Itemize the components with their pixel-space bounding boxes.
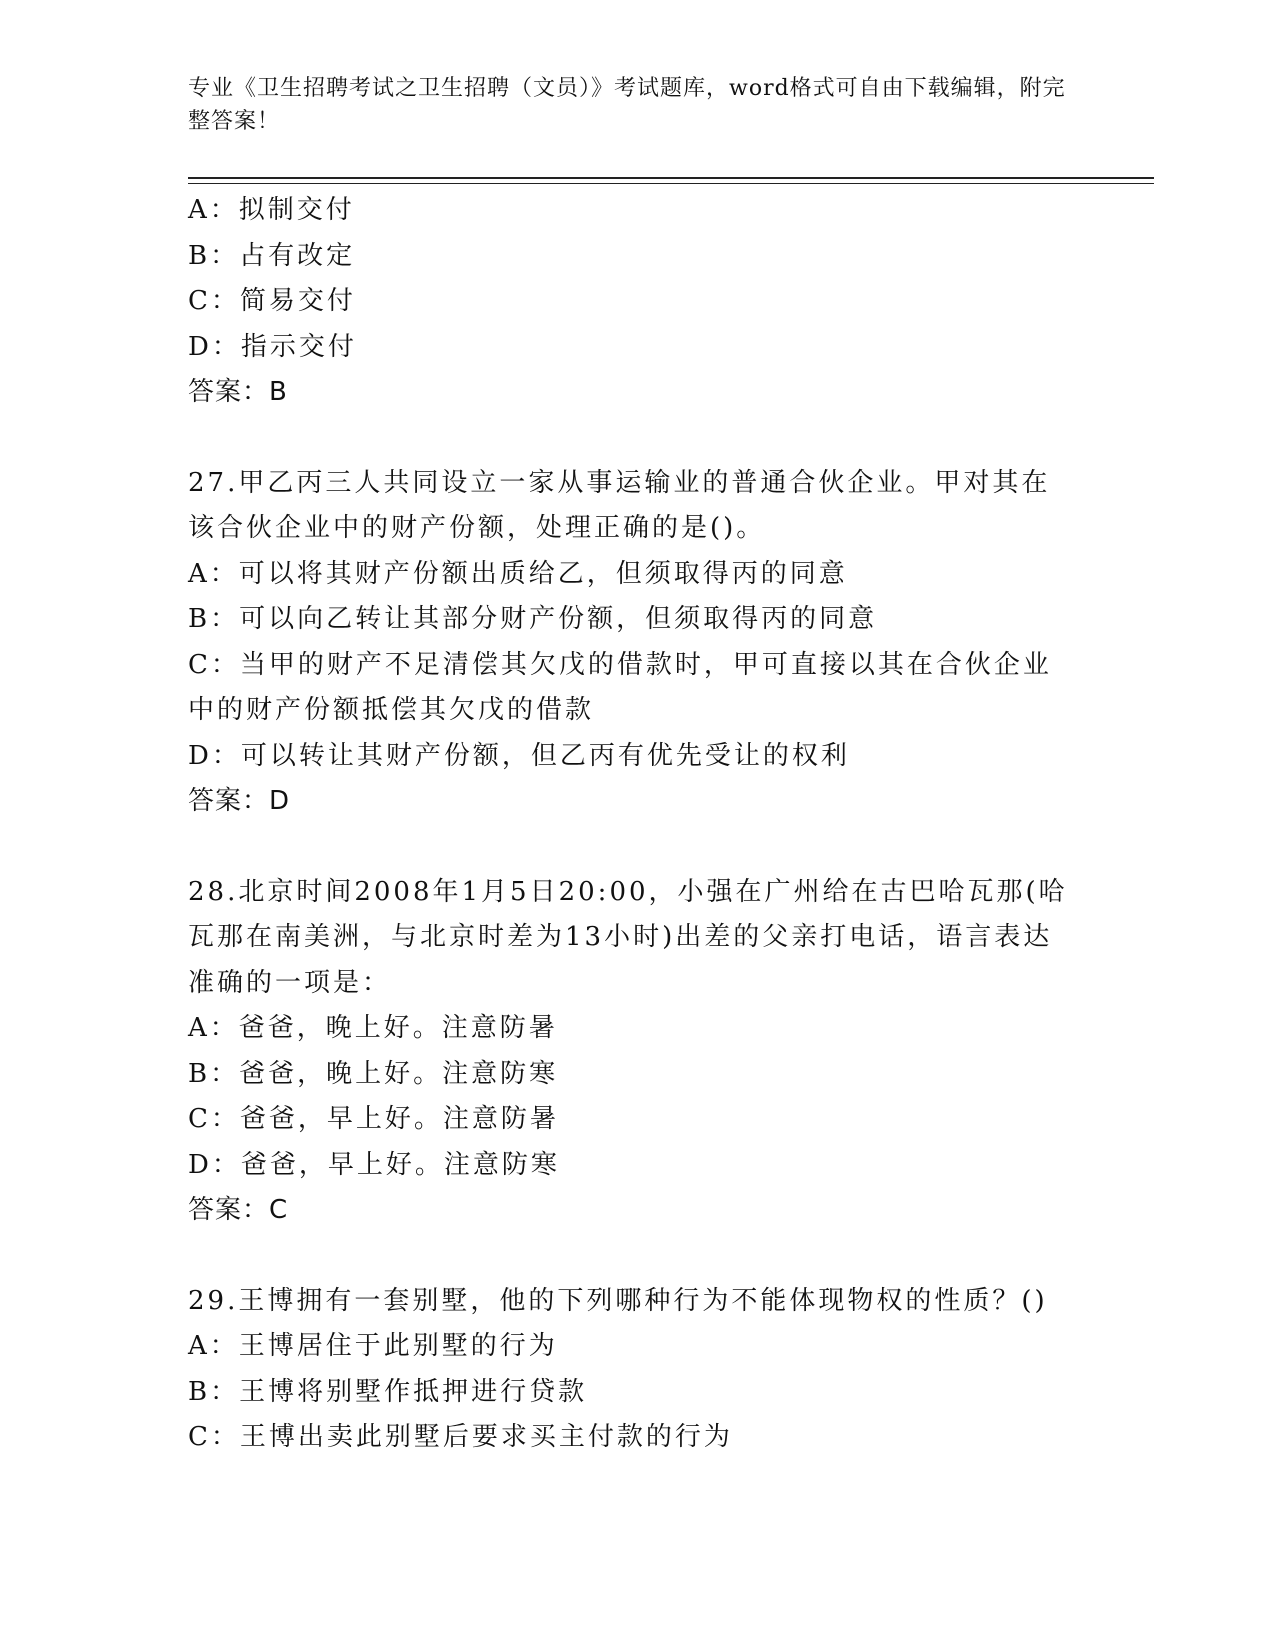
spacer xyxy=(188,1234,1068,1279)
question-list xyxy=(188,188,1068,1461)
question-28 xyxy=(188,870,1068,1234)
option-b: B：王博将别墅作抵押进行贷款 xyxy=(188,1376,588,1407)
option-b: B：占有改定 xyxy=(188,240,356,271)
option-d: D：爸爸，早上好。注意防寒 xyxy=(188,1149,560,1180)
option-c: C：王博出卖此别墅后要求买主付款的行为 xyxy=(188,1422,733,1452)
option-c: C：简易交付 xyxy=(188,286,356,316)
question-stem: 27.甲乙丙三人共同设立一家从事运输业的普通合伙企业。甲对其在该合伙企业中的财产份额，处理正确的是()。 xyxy=(188,467,1051,543)
question-27 xyxy=(188,461,1068,825)
option-d: D：指示交付 xyxy=(188,331,357,362)
question-29 xyxy=(188,1279,1068,1461)
option-c: C：当甲的财产不足清偿其欠戊的借款时，甲可直接以其在合伙企业中的财产份额抵偿其欠戊的借款 xyxy=(188,649,1052,725)
answer: 答案：D xyxy=(188,786,291,816)
page-header: 专业《卫生招聘考试之卫生招聘（文员）》考试题库，word格式可自由下载编辑，附完整答案！ xyxy=(188,76,1066,134)
header-divider-thin xyxy=(188,183,1154,184)
question-stem: 29.王博拥有一套别墅，他的下列哪种行为不能体现物权的性质？() xyxy=(188,1285,1048,1316)
spacer xyxy=(188,825,1068,870)
option-c: C：爸爸，早上好。注意防暑 xyxy=(188,1104,559,1134)
answer: 答案：C xyxy=(188,1195,289,1225)
answer: 答案：B xyxy=(188,377,288,407)
question-stem: 28.北京时间2008年1月5日20:00，小强在广州给在古巴哈瓦那(哈瓦那在南美洲，与北京时差为13小时)出差的父亲打电话，语言表达准确的一项是： xyxy=(188,876,1068,998)
option-a: A：可以将其财产份额出质给乙，但须取得丙的同意 xyxy=(188,558,848,589)
question-26 xyxy=(188,188,1068,416)
header-divider-thick xyxy=(188,177,1154,179)
option-b: B：爸爸，晚上好。注意防寒 xyxy=(188,1058,559,1089)
option-a: A：爸爸，晚上好。注意防暑 xyxy=(188,1013,558,1043)
option-a: A：拟制交付 xyxy=(188,195,355,225)
spacer xyxy=(188,416,1068,461)
option-d: D：可以转让其财产份额，但乙丙有优先受让的权利 xyxy=(188,740,850,771)
option-a: A：王博居住于此别墅的行为 xyxy=(188,1331,558,1361)
option-b: B：可以向乙转让其部分财产份额，但须取得丙的同意 xyxy=(188,604,878,634)
